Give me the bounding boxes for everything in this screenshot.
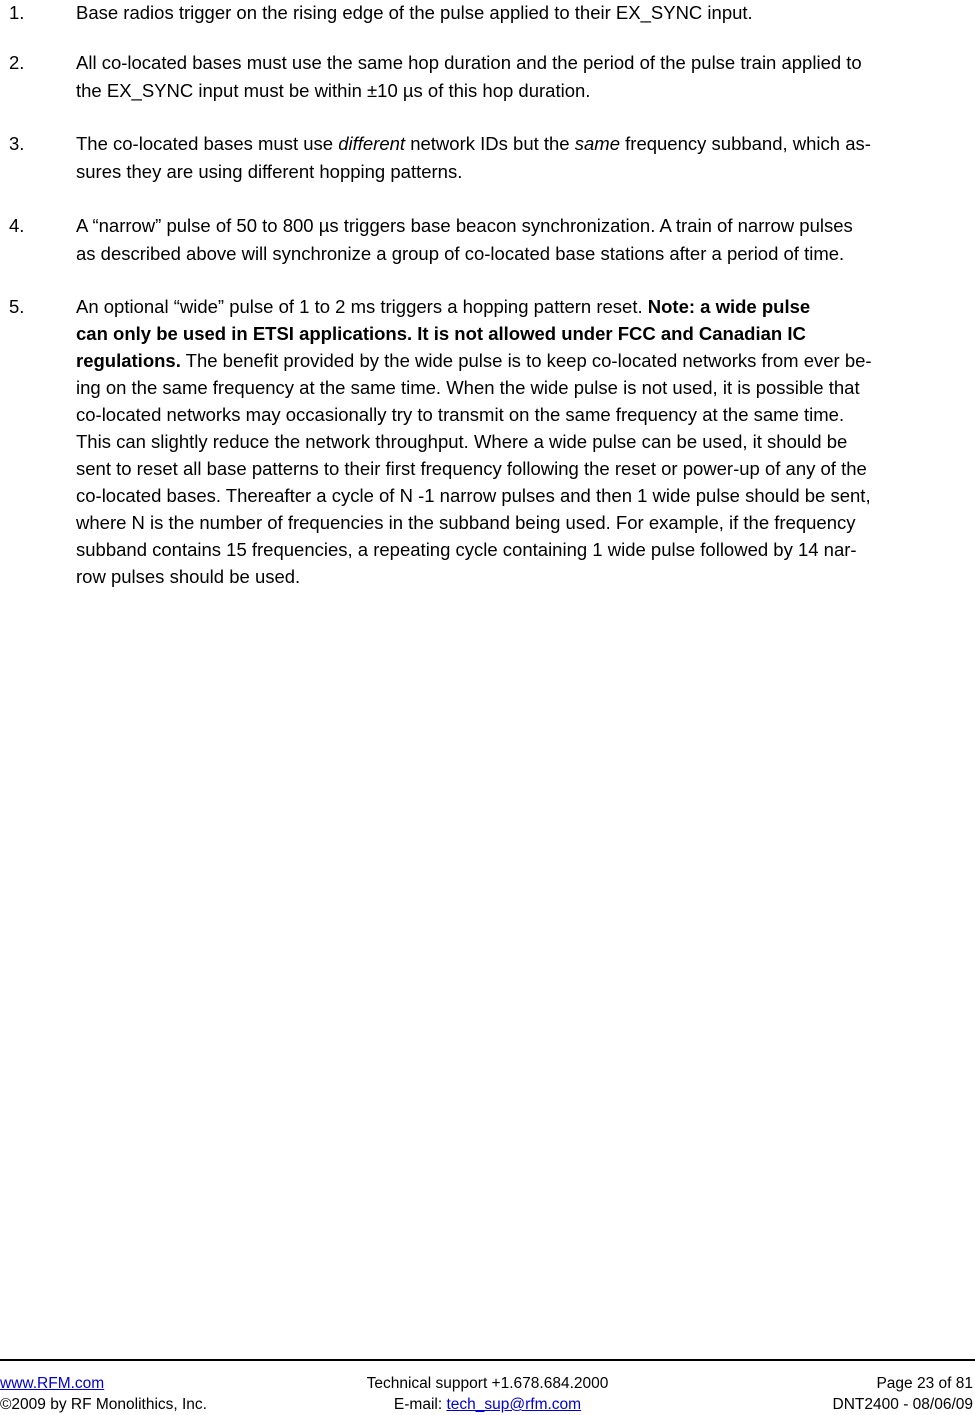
text-line — [76, 79, 971, 107]
text-line — [76, 376, 971, 403]
text-run: sent to reset all base patterns to their first frequency following the reset or power-up of any of the — [76, 458, 867, 479]
list-text — [76, 132, 971, 188]
list-text — [76, 51, 971, 107]
text-run: All co-located bases must use the same hop duration and the period of the pulse train applied to — [76, 52, 862, 73]
list-number: 5. — [9, 296, 25, 317]
text-line — [76, 538, 971, 565]
email-link[interactable]: tech_sup@rfm.com — [446, 1396, 582, 1413]
text-line — [76, 349, 971, 376]
text-line — [76, 51, 971, 79]
text-line — [76, 214, 971, 242]
text-run: network IDs but the — [405, 133, 575, 154]
text-run: as described above will synchronize a group of co-located base stations after a period of time. — [76, 243, 845, 264]
text-run: subband contains 15 frequencies, a repeating cycle containing 1 wide pulse followed by 14 nar- — [76, 539, 857, 560]
text-run: the EX_SYNC input must be within ±10 µs of this hop duration. — [76, 80, 591, 101]
text-run: An optional “wide” pulse of 1 to 2 ms triggers a hopping pattern reset. — [76, 296, 648, 317]
list-number: 3. — [9, 133, 25, 154]
text-line — [76, 1, 971, 29]
text-run: co-located bases. Thereafter a cycle of N -1 narrow pulses and then 1 wide pulse should be sent, — [76, 485, 871, 506]
page-number: Page 23 of 81 — [876, 1375, 973, 1392]
footer-right — [833, 1373, 973, 1415]
text-line — [76, 160, 971, 188]
list-number: 2. — [9, 52, 25, 73]
copyright-text: ©2009 by RF Monolithics, Inc. — [0, 1396, 207, 1413]
text-run: frequency subband, which as- — [620, 133, 871, 154]
list-number: 4. — [9, 215, 25, 236]
document-id: DNT2400 - 08/06/09 — [832, 1396, 973, 1413]
text-run: sures they are using different hopping patterns. — [76, 161, 463, 182]
email-label: E-mail: — [393, 1396, 447, 1413]
text-line — [76, 132, 971, 160]
text-run: A “narrow” pulse of 50 to 800 µs triggers base beacon synchronization. A train of narrow pulses — [76, 215, 853, 236]
text-line — [76, 403, 971, 430]
text-line — [76, 295, 971, 322]
support-email — [0, 1394, 975, 1415]
text-line — [76, 511, 971, 538]
text-run: This can slightly reduce the network throughput. Where a wide pulse can be used, it should be — [76, 431, 848, 452]
text-run: ing on the same frequency at the same time. When the wide pulse is not used, it is possible that — [76, 377, 860, 398]
italic-text: different — [338, 133, 406, 154]
text-line — [76, 430, 971, 457]
list-text — [76, 1, 971, 29]
text-run: co-located networks may occasionally try to transmit on the same frequency at the same time. — [76, 404, 845, 425]
bold-text: regulations. — [76, 350, 181, 371]
footer-divider — [0, 1359, 975, 1361]
text-run: Base radios trigger on the rising edge of the pulse applied to their EX_SYNC input. — [76, 2, 753, 23]
bold-text: can only be used in ETSI applications. It is not allowed under FCC and Canadian IC — [76, 323, 806, 344]
text-line — [76, 322, 971, 349]
list-text — [76, 295, 971, 592]
text-run: The benefit provided by the wide pulse is to keep co-located networks from ever be- — [180, 350, 872, 371]
bold-text: Note: a wide pulse — [647, 296, 811, 317]
text-line — [76, 565, 971, 592]
text-line — [76, 457, 971, 484]
italic-text: same — [574, 133, 620, 154]
list-text — [76, 214, 971, 270]
text-line — [76, 242, 971, 270]
text-line — [76, 484, 971, 511]
website-link[interactable]: www.RFM.com — [0, 1375, 105, 1392]
text-run: row pulses should be used. — [76, 566, 301, 587]
footer-center — [0, 1373, 975, 1415]
list-number: 1. — [9, 2, 25, 23]
text-run: The co-located bases must use — [76, 133, 339, 154]
support-phone: Technical support +1.678.684.2000 — [366, 1375, 609, 1392]
text-run: where N is the number of frequencies in the subband being used. For example, if the frequency — [76, 512, 856, 533]
